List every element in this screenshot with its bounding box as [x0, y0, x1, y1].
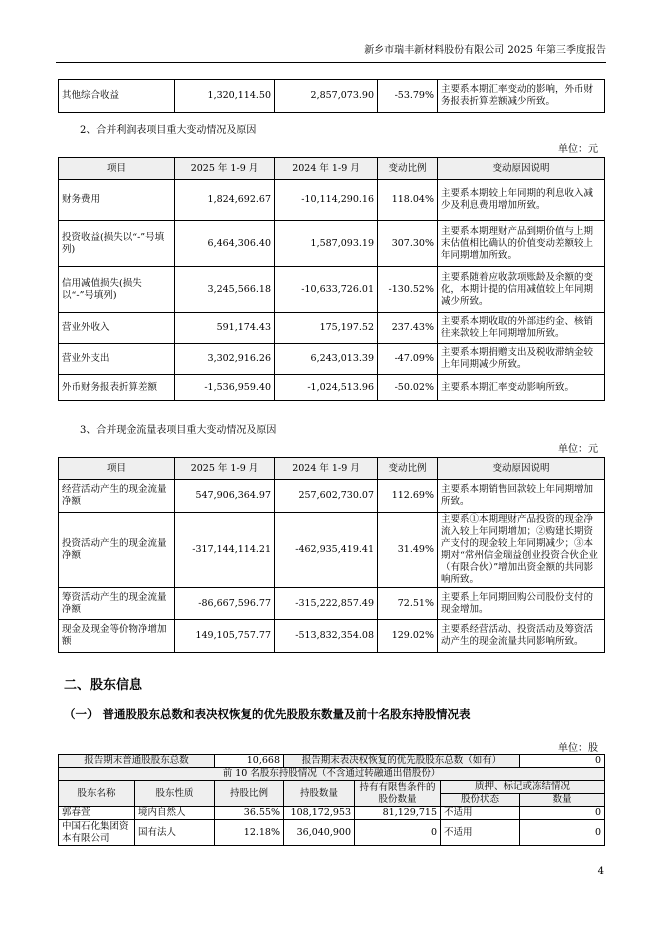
unit-label-income: 单位：元 [558, 144, 598, 155]
cell-reason: 主要系随着应收款项账龄及余额的变化，本期计提的信用减值较上年同期减少所致。 [438, 267, 605, 313]
cell-item: 外币财务报表折算差额 [59, 375, 175, 401]
shareholders-table [58, 754, 605, 846]
cell-item: 信用减值损失(损失以“-”号填列) [59, 267, 175, 313]
cashflow-changes-table [58, 457, 605, 653]
col-header-prev: 2024 年 1-9 月 [275, 458, 378, 480]
top-row-item: 其他综合收益 [59, 80, 175, 113]
page-number: 4 [597, 866, 604, 877]
cell-cur: 6,464,306.40 [175, 221, 275, 267]
cell-name: 中国石化集团资本有限公司 [59, 820, 135, 846]
cell-num: 0 [520, 807, 605, 820]
cell-reason: 主要系①本期理财产品投资的现金净流入较上年同期增加；②购建长期资产支付的现金较上年同期减少；③本期对“常州信金瑞益创业投资合伙企业（有限合伙）”增加出资金额的共同影响所致。 [438, 513, 605, 588]
cell-cur: 591,174.43 [175, 313, 275, 344]
table-row [59, 267, 605, 313]
sh-header-ratio: 持股比例 [215, 781, 284, 807]
col-header-ratio: 变动比例 [378, 458, 438, 480]
preferred-holders-value: 0 [520, 755, 605, 768]
table-row [59, 480, 605, 513]
cell-item: 营业外支出 [59, 344, 175, 375]
section2-title: 二、股东信息 [64, 678, 143, 693]
table-row [59, 807, 605, 820]
cell-ratio: 12.18% [215, 820, 284, 846]
cell-restricted: 81,129,715 [355, 807, 441, 820]
cell-prev: 257,602,730.07 [275, 480, 378, 513]
preferred-holders-label: 报告期末表决权恢复的优先股股东总数（如有） [284, 755, 520, 768]
col-header-item: 项目 [59, 158, 175, 180]
table-row [59, 180, 605, 221]
top-row-cur: 1,320,114.50 [175, 80, 275, 113]
cell-ratio: 307.30% [378, 221, 438, 267]
cell-prev: 6,243,013.39 [275, 344, 378, 375]
cell-cur: -86,667,596.77 [175, 588, 275, 620]
cell-qty: 36,040,900 [284, 820, 355, 846]
table-row [59, 513, 605, 588]
sh-header-num: 数量 [520, 794, 605, 807]
cell-item: 投资收益(损失以“-”号填列) [59, 221, 175, 267]
cell-item: 投资活动产生的现金流量净额 [59, 513, 175, 588]
table-row [59, 221, 605, 267]
cell-prev: -462,935,419.41 [275, 513, 378, 588]
unit-label-cash: 单位：元 [558, 444, 598, 455]
cell-cur: 149,105,757.77 [175, 620, 275, 653]
top-row-reason: 主要系本期汇率变动的影响，外币财务报表折算差额减少所致。 [438, 80, 605, 113]
cell-reason: 主要系本期捐赠支出及税收滞纳金较上年同期减少所致。 [438, 344, 605, 375]
cell-reason: 主要系本期销售回款较上年同期增加所致。 [438, 480, 605, 513]
total-holders-value: 10,668 [215, 755, 284, 768]
cell-prev: 175,197.52 [275, 313, 378, 344]
sh-header-pledge: 质押、标记或冻结情况 [441, 781, 605, 794]
sh-header-nature: 股东性质 [135, 781, 215, 807]
cell-cur: 3,245,566.18 [175, 267, 275, 313]
cell-reason: 主要系本期较上年同期的利息收入减少及利息费用增加所致。 [438, 180, 605, 221]
top-continuation-table [58, 79, 605, 113]
cell-cur: -317,144,114.21 [175, 513, 275, 588]
income-section-title: 2、合并利润表项目重大变动情况及原因 [80, 125, 257, 136]
col-header-ratio: 变动比例 [378, 158, 438, 180]
cell-cur: 1,824,692.67 [175, 180, 275, 221]
subsection1-title: （一） 普通股股东总数和表决权恢复的优先股股东数量及前十名股东持股情况表 [64, 707, 471, 721]
income-changes-table [58, 157, 605, 401]
page-header: 新乡市瑞丰新材料股份有限公司 2025 年第三季度报告 [56, 44, 606, 63]
cell-prev: 1,587,093.19 [275, 221, 378, 267]
cell-cur: -1,536,959.40 [175, 375, 275, 401]
unit-label-shares: 单位：股 [558, 743, 598, 754]
cell-name: 郭春萱 [59, 807, 135, 820]
cell-prev: -10,633,726.01 [275, 267, 378, 313]
table-row [59, 620, 605, 653]
col-header-cur: 2025 年 1-9 月 [175, 458, 275, 480]
cell-restricted: 0 [355, 820, 441, 846]
cell-reason: 主要系上年同期回购公司股份支付的现金增加。 [438, 588, 605, 620]
cell-item: 现金及现金等价物净增加额 [59, 620, 175, 653]
cell-num: 0 [520, 820, 605, 846]
cell-reason: 主要系经营活动、投资活动及筹资活动产生的现金流量共同影响所致。 [438, 620, 605, 653]
cell-reason: 主要系本期理财产品到期价值与上期末估值相比确认的价值变动差额较上年同期增加所致。 [438, 221, 605, 267]
cell-prev: -10,114,290.16 [275, 180, 378, 221]
col-header-cur: 2025 年 1-9 月 [175, 158, 275, 180]
table-row [59, 344, 605, 375]
cell-item: 财务费用 [59, 180, 175, 221]
cell-status: 不适用 [441, 820, 520, 846]
top-row-ratio: -53.79% [378, 80, 438, 113]
cell-item: 筹资活动产生的现金流量净额 [59, 588, 175, 620]
cell-prev: -315,222,857.49 [275, 588, 378, 620]
table-row [59, 375, 605, 401]
cell-ratio: -47.09% [378, 344, 438, 375]
total-holders-label: 报告期末普通股股东总数 [59, 755, 215, 768]
cell-ratio: 237.43% [378, 313, 438, 344]
cell-status: 不适用 [441, 807, 520, 820]
cell-item: 经营活动产生的现金流量净额 [59, 480, 175, 513]
table-row [59, 820, 605, 846]
col-header-item: 项目 [59, 458, 175, 480]
cell-prev: -1,024,513.96 [275, 375, 378, 401]
table-row [59, 313, 605, 344]
col-header-prev: 2024 年 1-9 月 [275, 158, 378, 180]
cell-ratio: -130.52% [378, 267, 438, 313]
cell-ratio: 72.51% [378, 588, 438, 620]
top10-title: 前 10 名股东持股情况（不含通过转融通出借股份） [59, 768, 605, 781]
col-header-reason: 变动原因说明 [438, 158, 605, 180]
cell-reason: 主要系本期收取的外部违约金、核销往来款较上年同期增加所致。 [438, 313, 605, 344]
cell-nature: 境内自然人 [135, 807, 215, 820]
cell-cur: 547,906,364.97 [175, 480, 275, 513]
top-row-prev: 2,857,073.90 [275, 80, 378, 113]
cell-ratio: 31.49% [378, 513, 438, 588]
cell-reason: 主要系本期汇率变动影响所致。 [438, 375, 605, 401]
cell-qty: 108,172,953 [284, 807, 355, 820]
cell-item: 营业外收入 [59, 313, 175, 344]
cell-ratio: 129.02% [378, 620, 438, 653]
cell-ratio: 112.69% [378, 480, 438, 513]
sh-header-qty: 持股数量 [284, 781, 355, 807]
cell-ratio: 118.04% [378, 180, 438, 221]
cell-ratio: 36.55% [215, 807, 284, 820]
col-header-reason: 变动原因说明 [438, 458, 605, 480]
cell-nature: 国有法人 [135, 820, 215, 846]
table-row [59, 588, 605, 620]
cell-prev: -513,832,354.08 [275, 620, 378, 653]
cell-cur: 3,302,916.26 [175, 344, 275, 375]
cell-ratio: -50.02% [378, 375, 438, 401]
cash-section-title: 3、合并现金流量表项目重大变动情况及原因 [80, 425, 277, 436]
sh-header-restricted: 持有有限售条件的股份数量 [355, 781, 441, 807]
sh-header-name: 股东名称 [59, 781, 135, 807]
sh-header-status: 股份状态 [441, 794, 520, 807]
